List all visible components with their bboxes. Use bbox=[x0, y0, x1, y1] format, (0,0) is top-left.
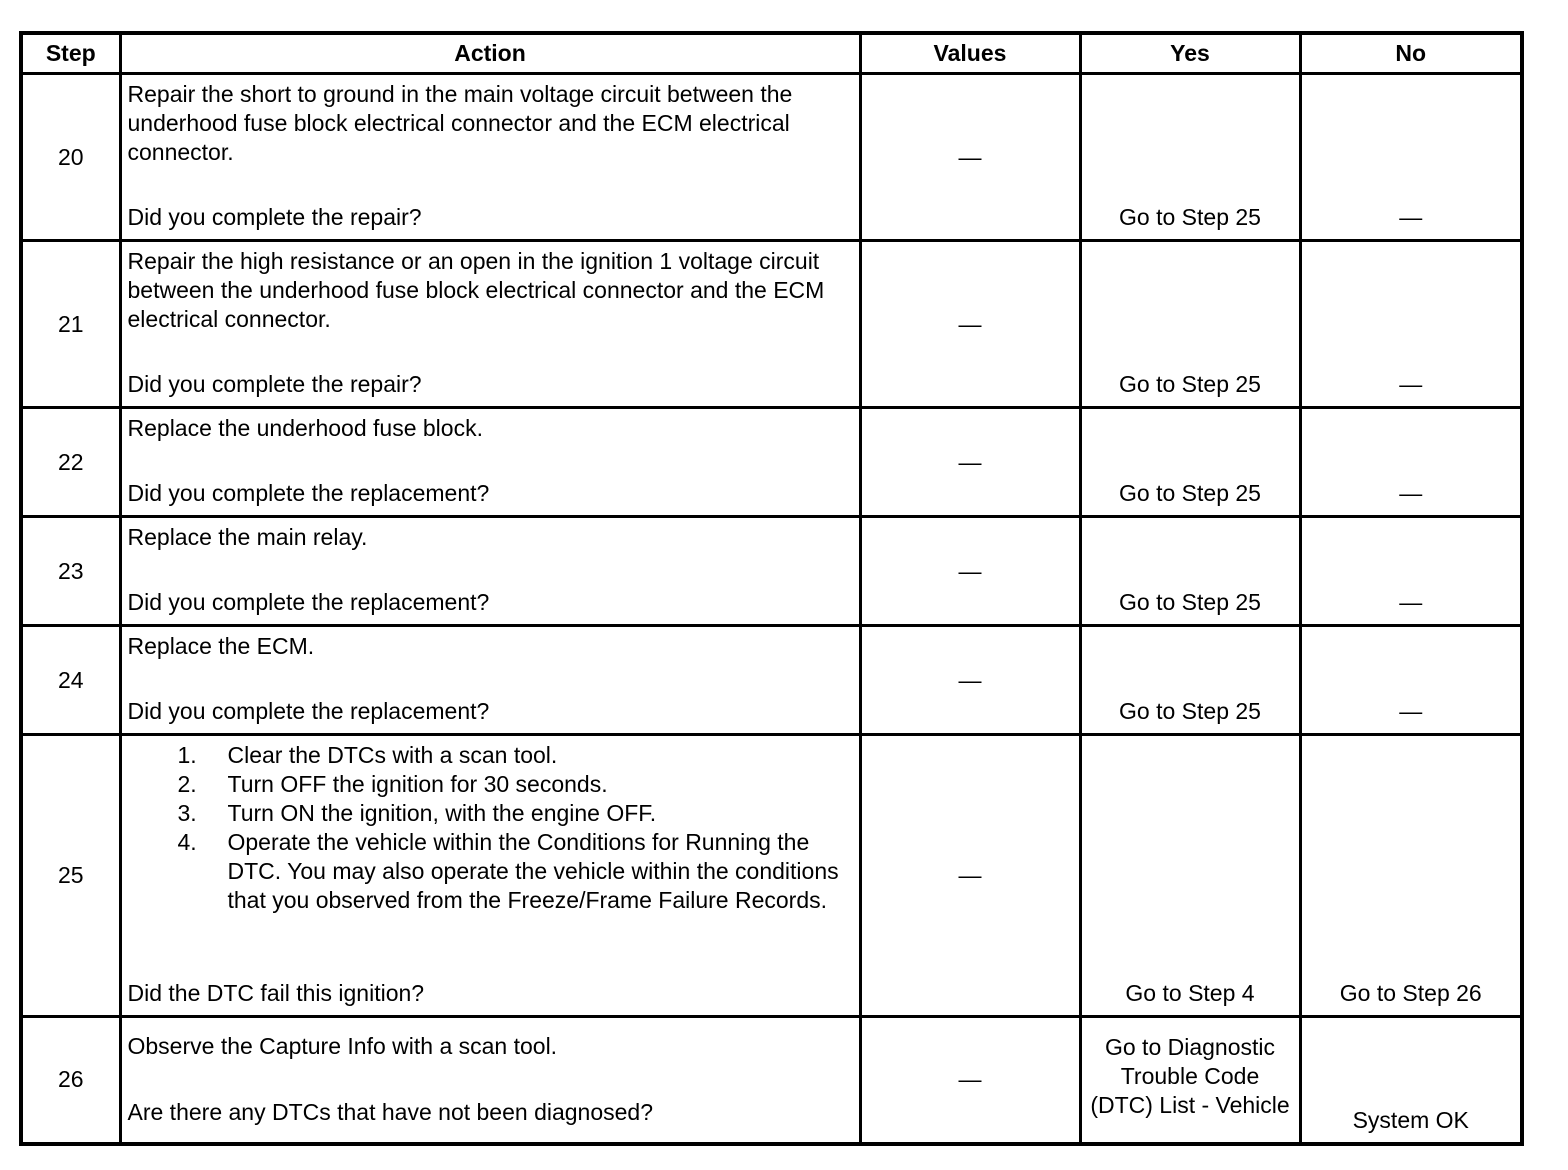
action-cell bbox=[120, 735, 860, 1017]
yes-result: Go to Diagnostic Trouble Code (DTC) List - Vehicle bbox=[1090, 1034, 1290, 1118]
values-cell: — bbox=[860, 735, 1080, 1017]
action-cell bbox=[120, 408, 860, 517]
values-cell: — bbox=[860, 1017, 1080, 1144]
yes-result: Go to Step 25 bbox=[1119, 204, 1261, 230]
yes-result: Go to Step 25 bbox=[1119, 480, 1261, 506]
list-item-text: Clear the DTCs with a scan tool. bbox=[227, 742, 558, 768]
action-question: Are there any DTCs that have not been diagnosed? bbox=[127, 1099, 654, 1125]
no-result: — bbox=[1399, 204, 1423, 230]
list-item-number: 2. bbox=[177, 771, 197, 797]
list-item-text: Turn ON the ignition, with the engine OFF. bbox=[227, 800, 657, 826]
no-cell bbox=[1300, 74, 1522, 241]
action-cell bbox=[120, 1017, 860, 1144]
diagnostic-table bbox=[19, 31, 1524, 1146]
header-action: Action bbox=[120, 33, 860, 74]
header-step: Step bbox=[21, 33, 120, 74]
header-no: No bbox=[1300, 33, 1522, 74]
action-question: Did you complete the replacement? bbox=[127, 480, 490, 506]
list-item-number: 4. bbox=[177, 829, 197, 855]
action-text: Repair the high resistance or an open in the ignition 1 voltage circuit between the underhood fuse block electrical connector and the ECM electrical connector. bbox=[127, 248, 825, 332]
yes-result: Go to Step 25 bbox=[1119, 698, 1261, 724]
values-cell: — bbox=[860, 517, 1080, 626]
list-item bbox=[128, 828, 853, 915]
action-question: Did you complete the repair? bbox=[127, 371, 422, 397]
yes-cell bbox=[1080, 241, 1300, 408]
step-number: 20 bbox=[21, 74, 120, 241]
list-item bbox=[128, 770, 853, 799]
list-item-number: 1. bbox=[177, 742, 197, 768]
step-number: 23 bbox=[21, 517, 120, 626]
table-row bbox=[21, 1017, 1522, 1144]
action-cell bbox=[120, 74, 860, 241]
action-question: Did you complete the replacement? bbox=[127, 698, 490, 724]
table-row bbox=[21, 517, 1522, 626]
step-number: 22 bbox=[21, 408, 120, 517]
action-text: Observe the Capture Info with a scan tool. bbox=[127, 1033, 558, 1059]
no-cell bbox=[1300, 626, 1522, 735]
no-cell bbox=[1300, 517, 1522, 626]
table-row bbox=[21, 408, 1522, 517]
values-cell: — bbox=[860, 241, 1080, 408]
values-cell: — bbox=[860, 626, 1080, 735]
action-cell bbox=[120, 626, 860, 735]
step-number: 25 bbox=[21, 735, 120, 1017]
list-item-number: 3. bbox=[177, 800, 197, 826]
action-text: Repair the short to ground in the main voltage circuit between the underhood fuse block electrical connector and the ECM electrical connector. bbox=[127, 81, 793, 165]
action-cell bbox=[120, 517, 860, 626]
no-result: — bbox=[1399, 480, 1423, 506]
yes-cell bbox=[1080, 735, 1300, 1017]
list-item-text: Turn OFF the ignition for 30 seconds. bbox=[227, 771, 608, 797]
yes-cell bbox=[1080, 408, 1300, 517]
table-row bbox=[21, 74, 1522, 241]
list-item bbox=[128, 799, 853, 828]
yes-result: Go to Step 4 bbox=[1125, 980, 1255, 1006]
action-question: Did you complete the repair? bbox=[127, 204, 422, 230]
yes-result: Go to Step 25 bbox=[1119, 371, 1261, 397]
step-number: 21 bbox=[21, 241, 120, 408]
values-cell: — bbox=[860, 408, 1080, 517]
no-result: Go to Step 26 bbox=[1339, 980, 1482, 1006]
header-row bbox=[21, 33, 1522, 74]
no-cell bbox=[1300, 735, 1522, 1017]
no-result: — bbox=[1399, 371, 1423, 397]
yes-cell bbox=[1080, 626, 1300, 735]
action-question: Did you complete the replacement? bbox=[127, 589, 490, 615]
list-item bbox=[128, 741, 853, 770]
values-cell: — bbox=[860, 74, 1080, 241]
no-result: — bbox=[1399, 589, 1423, 615]
procedure-list bbox=[128, 741, 853, 915]
no-cell bbox=[1300, 241, 1522, 408]
action-question: Did the DTC fail this ignition? bbox=[127, 980, 425, 1006]
action-text: Replace the ECM. bbox=[127, 633, 315, 659]
table-row bbox=[21, 626, 1522, 735]
no-result: System OK bbox=[1352, 1107, 1469, 1133]
no-cell bbox=[1300, 408, 1522, 517]
table-row bbox=[21, 735, 1522, 1017]
action-text: Replace the underhood fuse block. bbox=[127, 415, 483, 441]
step-number: 24 bbox=[21, 626, 120, 735]
header-yes: Yes bbox=[1080, 33, 1300, 74]
action-text: Replace the main relay. bbox=[127, 524, 368, 550]
step-number: 26 bbox=[21, 1017, 120, 1144]
list-item-text: Operate the vehicle within the Conditions for Running the DTC. You may also operate the vehicle within the conditions that you observed from the Freeze/Frame Failure Records. bbox=[227, 829, 839, 913]
yes-cell bbox=[1080, 1017, 1300, 1144]
table-row bbox=[21, 241, 1522, 408]
yes-result: Go to Step 25 bbox=[1119, 589, 1261, 615]
header-values: Values bbox=[860, 33, 1080, 74]
yes-cell bbox=[1080, 517, 1300, 626]
action-cell bbox=[120, 241, 860, 408]
no-result: — bbox=[1399, 698, 1423, 724]
no-cell bbox=[1300, 1017, 1522, 1144]
yes-cell bbox=[1080, 74, 1300, 241]
